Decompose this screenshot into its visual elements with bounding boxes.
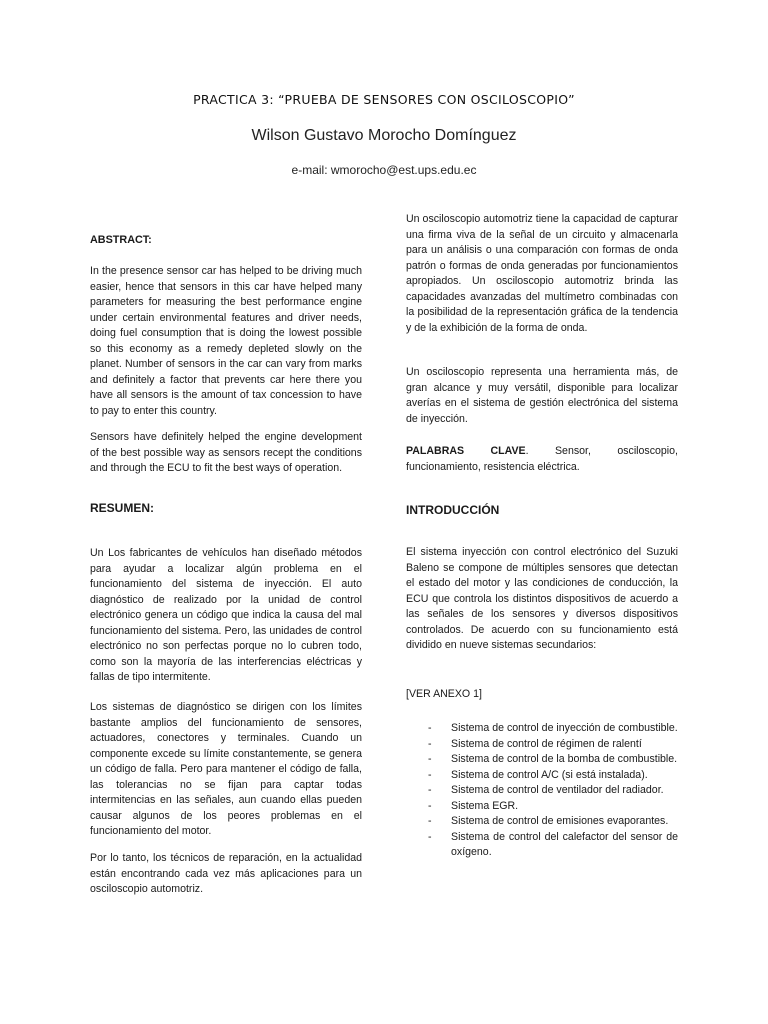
- list-item: - Sistema de control A/C (si está instalada).: [406, 768, 678, 784]
- resumen-paragraph-2: Los sistemas de diagnóstico se dirigen con los límites bastante amplios del funcionamiento de sensores, actuadores, conectores y terminales. Cuando un componente excede su límite constantemente, se genera un código de falla. Pero para mantener el código de falla, las tolerancias no se fijan para captar todas intermitencias en las señales, aun cuando ellas pueden causar algunos de los peores problemas en el funcionamiento del motor.: [90, 701, 362, 837]
- intro-paragraph-oscilloscope: Un osciloscopio automotriz tiene la capacidad de capturar una firma viva de la señal de un circuito y almacenarla para un análisis o una comparación con formas de onda patrón o formas de onda generadas por funcionamientos apropiados. Un osciloscopio automotriz brinda las capacidades avanzadas del multímetro combinadas con la posibilidad de la representación gráfica de la tendencia y de la exhibición de la forma de onda.: [406, 213, 678, 334]
- list-item: - Sistema de control del calefactor del sensor de oxígeno.: [428, 830, 678, 858]
- author-name: Wilson Gustavo Morocho Domínguez: [251, 127, 517, 144]
- list-item: - Sistema de control de la bomba de combustible.: [406, 752, 678, 768]
- dash-bullet: -: [428, 799, 432, 812]
- dash-bullet: -: [428, 737, 432, 750]
- author-email: e-mail: wmorocho@est.ups.edu.ec: [291, 163, 477, 177]
- dash-bullet: -: [428, 830, 432, 843]
- list-item: - Sistema de control de inyección de combustible.: [406, 721, 678, 737]
- subsystems-list: [406, 721, 678, 861]
- dash-bullet: -: [428, 784, 432, 796]
- introduccion-heading: INTRODUCCIÓN: [406, 503, 500, 517]
- abstract-paragraph-2: Sensors have definitely helped the engine development of the best possible way as sensors recept the conditions and through the ECU to fit the best ways of operation.: [90, 431, 362, 474]
- abstract-heading: ABSTRACT:: [90, 234, 152, 246]
- list-item: - Sistema de control de ventilador del radiador.: [406, 783, 678, 799]
- list-item: - Sistema de control de régimen de ralentí: [406, 737, 678, 753]
- introduccion-paragraph: El sistema inyección con control electrónico del Suzuki Baleno se compone de múltiples sensores que detectan el estado del motor y las condiciones de conducción, la ECU que controla los distintos dispositivos de acuerdo a las señales de los sensores y diversos dispositivos controlados. De acuerdo con su funcionamiento está dividido en nueve sistemas secundarios:: [406, 546, 678, 651]
- annex-reference: [VER ANEXO 1]: [406, 688, 482, 700]
- keywords: [406, 444, 678, 475]
- abstract-paragraph-1: In the presence sensor car has helped to be driving much easier, hence that sensors in this car have helped many parameters for measuring the best performance engine under certain environmental features and driver needs, doing fuel consumption that is doing the lowest possible so this economy as a remedy depleted slowly on the planet. Number of sensors in the car can vary from marks and definitely a factor that prevents car here there you have all sensors is the amount of tax concession to have to pay to enter this country.: [90, 265, 362, 417]
- dash-bullet: -: [428, 815, 432, 827]
- dash-bullet: -: [428, 753, 432, 765]
- intro-paragraph-tool: Un osciloscopio representa una herramienta más, de gran alcance y muy versátil, disponible para localizar averías en el sistema de gestión electrónica del sistema de inyección.: [406, 366, 678, 425]
- list-item: - Sistema de control de emisiones evaporantes.: [406, 814, 678, 830]
- resumen-paragraph-3: Por lo tanto, los técnicos de reparación, en la actualidad están encontrando cada vez más aplicaciones para un osciloscopio automotriz.: [90, 852, 362, 895]
- paper-title: PRACTICA 3: “PRUEBA DE SENSORES CON OSCILOSCOPIO”: [193, 92, 575, 107]
- dash-bullet: -: [428, 768, 432, 781]
- keywords-label: PALABRAS CLAVE: [406, 445, 526, 457]
- resumen-paragraph-1: Un Los fabricantes de vehículos han diseñado métodos para ayudar a localizar algún problema en el funcionamiento del sistema de inyección. El auto diagnóstico de realizado por la unidad de control electrónico genera un código que indica la causa del mal funcionamiento del sistema. Pero, las unidades de control electrónico no son perfectas porque no lo cubren todo, como son la mayoría de las interferencias eléctricas y fallas de tipo intermitente.: [90, 547, 362, 683]
- dash-bullet: -: [428, 722, 432, 734]
- resumen-heading: RESUMEN:: [90, 501, 155, 515]
- keywords-text: . Sensor, osciloscopio, funcionamiento, resistencia eléctrica.: [406, 445, 678, 473]
- list-item: - Sistema EGR.: [406, 799, 678, 815]
